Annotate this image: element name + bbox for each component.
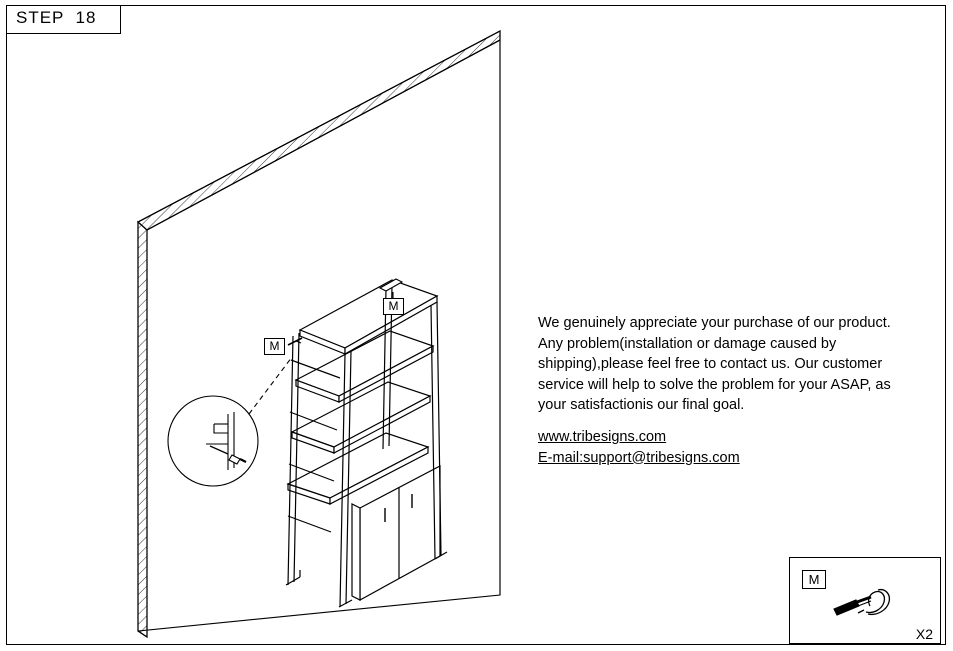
support-message [538, 313, 910, 416]
support-message-line-1: We genuinely appreciate your purchase of our product. [538, 315, 891, 331]
support-message-line-4: service will help to solve the problem for your ASAP, as [538, 376, 891, 393]
parts-legend-box [789, 557, 941, 644]
callout-tag-top: M [383, 298, 404, 315]
page-title: STEP 18 [16, 8, 97, 27]
parts-legend-quantity: X2 [915, 626, 933, 642]
support-message-line-3: shipping),please feel free to contact us. Our customer [538, 356, 883, 372]
contact-links [538, 427, 740, 468]
support-message-line-5: your satisfactionis our final goal. [538, 397, 745, 413]
parts-legend-tag: M [802, 570, 826, 589]
callout-tag-left: M [264, 338, 285, 355]
website-link[interactable]: www.tribesigns.com [538, 429, 667, 445]
email-link[interactable]: E-mail:support@tribesigns.com [538, 449, 740, 466]
support-message-line-2: Any problem(installation or damage caused by [538, 335, 837, 352]
